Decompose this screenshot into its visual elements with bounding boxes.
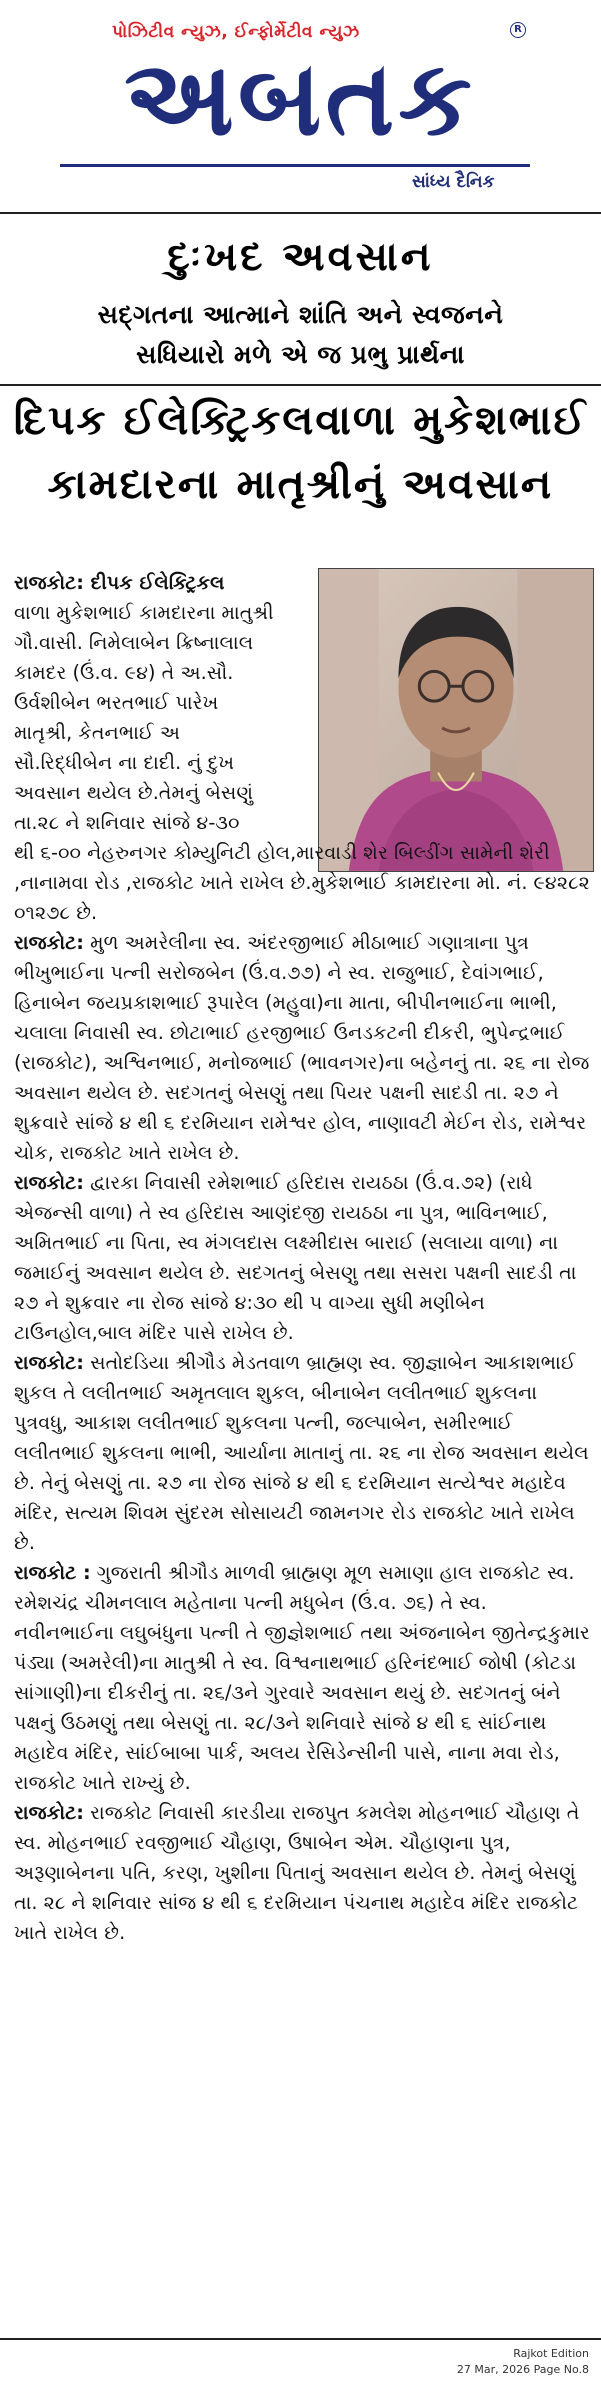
narrow-line: માતૃશ્રી, કેતનભાઈ અ: [14, 721, 181, 744]
dateline: રાજકોટ :: [14, 1561, 91, 1584]
footer-date-page: 27 Mar, 2026 Page No.8: [456, 2363, 589, 2376]
obituary-paragraph-2: [14, 928, 590, 1168]
masthead-tagline: પોઝિટીવ ન્યુઝ, ઈન્ફોર્મેટીવ ન્યુઝ: [112, 22, 360, 42]
brand-logo-text: અબતક: [124, 38, 476, 153]
footer-edition: Rajkot Edition: [513, 2347, 589, 2360]
paragraph-text: સતોદડિયા શ્રીગૌડ મેડતવાળ બ્રાહ્મણ સ્વ. જીજ્ઞાબેન આકાશભાઈ શુકલ તે લલીતભાઈ અમૃતલાલ શુકલ, બીનાબેન લલીતભાઈ શુકલના પુત્રવધુ, આકાશ લલીતભાઈ શુકલના પત્ની, જલ્પાબેન, સમીરભાઈ લલીતભાઈ શુકલના ભાભી, આર્યાના માતાનું તા. ૨૬ ના રોજ અવસાન થયેલ છે. તેનું બેસણું તા. ૨૭ ના રોજ સાંજે ૪ થી ૬ દરમિયાન સત્યેશ્વર મહાદેવ મંદિર, સત્યમ શિવમ સુંદરમ સોસાયટી જામનગર રોડ રાજકોટ ખાતે રાખેલ છે.: [14, 1351, 589, 1554]
masthead: [0, 0, 601, 200]
narrow-line: સૌ.રિદ્ધીબેન ના દાદી. નું દુખ: [14, 751, 235, 774]
section-subhead-line2: સધિયારો મળે એ જ પ્રભુ પ્રાર્થના: [136, 340, 465, 369]
section-subhead-line1: સદ્‌ગતના આત્માને શાંતિ અને સ્વજનને: [97, 300, 504, 329]
headline-divider: [0, 384, 601, 386]
narrow-line: ગૌ.વાસી. નિમેલાબેન ક્રિષ્નાલાલ: [14, 631, 254, 654]
narrow-line: કામદર (ઉં.વ. ૯૪) તે અ.સૌ.: [14, 661, 234, 684]
paragraph-text: મુળ અમરેલીના સ્વ. અંદરજીભાઈ મીઠાભાઈ ગણાત્રાના પુત્ર ભીખુભાઈના પત્ની સરોજબેન (ઉં.વ.૭૭) ને સ્વ. રાજુભાઈ, દેવાંગભાઈ, હિનાબેન જયપ્રકાશભાઈ રૂપારેલ (મહુવા)ના માતા, બીપીનભાઈના ભાભી, ચલાલા નિવાસી સ્વ. છોટાભાઈ હરજીભાઈ ઉનડકટની દીકરી, ભુપેન્દ્રભાઈ (રાજકોટ), અશ્વિનભાઈ, મનોજભાઈ (ભાવનગર)ના બહેનનું તા. ૨૬ ના રોજ અવસાન થયેલ છે. સદગતનું બેસણું તથા પિયર પક્ષની સાદડી તા. ૨૭ ને શુક્રવારે સાંજે ૪ થી ૬ દરમિયાન રામેશ્વર હોલ, નાણાવટી મેઈન રોડ, રામેશ્વર ચોક, રાજકોટ ખાતે રાખેલ છે.: [14, 931, 590, 1164]
obituary-article: [0, 212, 601, 2340]
obituary-body: [14, 838, 590, 1948]
dateline: રાજકોટ:: [14, 931, 84, 954]
masthead-rule: [60, 164, 530, 167]
portrait-photo: [318, 568, 594, 872]
section-headline: દુઃખદ અવસાન: [167, 234, 434, 280]
narrow-line: અવસાન થયેલ છે.તેમનું બેસણું: [14, 781, 254, 804]
obituary-paragraph-5: [14, 1558, 590, 1798]
obituary-paragraph-1-continued: થી ૬-૦૦ નેહરુનગર કોમ્યુનિટી હોલ,મારવાડી શેર બિલ્ડીંગ સામેની શેરી ,નાનામવા રોડ ,રાજકોટ ખાતે રાખેલ છે.મુકેશભાઈ કામદારના મો. નં. ૯૪૨૮૨ ૦૧૨૭૮ છે.: [14, 841, 590, 924]
dateline: રાજકોટ:: [14, 1171, 84, 1194]
page-footer: [457, 2346, 589, 2378]
obituary-paragraph-3: [14, 1168, 590, 1348]
narrow-line: તા.૨૮ ને શનિવાર સાંજે ૪-૩૦: [14, 811, 240, 834]
article-title-line1: દિપક ઈલેક્ટ્રિકલવાળા મુકેશભાઈ: [13, 396, 588, 444]
dateline: રાજકોટ:: [14, 1801, 84, 1824]
paragraph-text: ગુજરાતી શ્રીગૌડ માળવી બ્રાહ્મણ મૂળ સમાણા હાલ રાજકોટ સ્વ. રમેશચંદ્ર ચીમનલાલ મહેતાના પત્ની મધુબેન (ઉં.વ. ૭૬) તે સ્વ. નવીનભાઈના લઘુબંધુના પત્ની તે જીજ્ઞેશભાઈ તથા અંજનાબેન જીતેન્દ્રકુમાર પંડ્યા (અમરેલી)ના માતુશ્રી તે સ્વ. વિશ્વનાથભાઈ હરિનંદભાઈ જોષી (કોટડા સાંગાણી)ના દીકરીનું તા. ૨૬/૩ને ગુરવારે અવસાન થયું છે. સદગતનું બંને પક્ષનું ઉઠમણું તથા બેસણું તા. ૨૮/૩ને શનિવારે સાંજે ૪ થી ૬ સાંઈનાથ મહાદેવ મંદિર, સાંઈબાબા પાર્ક, અલય રેસિડેન્સીની પાસે, નાના મવા રોડ, રાજકોટ ખાતે રાખ્યું છે.: [14, 1561, 590, 1794]
obituary-paragraph-4: [14, 1348, 590, 1558]
paragraph-text: દ્વારકા નિવાસી રમેશભાઈ હરિદાસ રાયઠઠા (ઉં.વ.૭૨) (રાધે એજન્સી વાળા) તે સ્વ હરિદાસ આણંદજી રાયઠઠા ના પુત્ર, ભાવિનભાઈ, અમિતભાઈ ના પિતા, સ્વ મંગલદાસ લક્ષ્મીદાસ બારાઈ (સલાયા વાળા) ના જમાઈનું અવસાન થયેલ છે. સદગતનું બેસણુ તથા સસરા પક્ષની સાદડી તા ૨૭ ને શુક્રવાર ના રોજ સાંજે ૪:૩૦ થી ૫ વાગ્યા સુધી મણીબેન ટાઉનહોલ,બાલ મંદિર પાસે રાખેલ છે.: [14, 1171, 577, 1344]
article-title-line2: કામદારના માતૃશ્રીનું અવસાન: [47, 460, 554, 508]
edition-label: સાંધ્ય દૈનિક: [412, 172, 495, 192]
brand-logo: [80, 38, 520, 153]
obituary-paragraph-6: [14, 1798, 590, 1948]
narrow-line: રાજકોટ: દીપક ઈલેક્ટ્રિકલ: [14, 571, 225, 594]
lead-narrow-column: [14, 568, 312, 838]
narrow-line: ઉર્વશીબેન ભરતભાઈ પારેખ: [14, 691, 219, 714]
narrow-line: વાળા મુકેશભાઈ કામદારના માતુશ્રી: [14, 601, 274, 624]
paragraph-text: રાજકોટ નિવાસી કારડીયા રાજપુત કમલેશ મોહનભાઈ ચૌહાણ તે સ્વ. મોહનભાઈ રવજીભાઈ ચૌહાણ, ઉષાબેન એમ. ચૌહાણના પુત્ર, અરૂણાબેનના પતિ, કરણ, ખુશીના પિતાનું અવસાન થયેલ છે. તેમનું બેસણું તા. ૨૮ ને શનિવાર સાંજ ૪ થી ૬ દરમિયાન પંચનાથ મહાદેવ મંદિર રાજકોટ ખાતે રાખેલ છે.: [14, 1801, 580, 1944]
dateline: રાજકોટ:: [14, 1351, 84, 1374]
registered-mark: R: [510, 22, 526, 38]
